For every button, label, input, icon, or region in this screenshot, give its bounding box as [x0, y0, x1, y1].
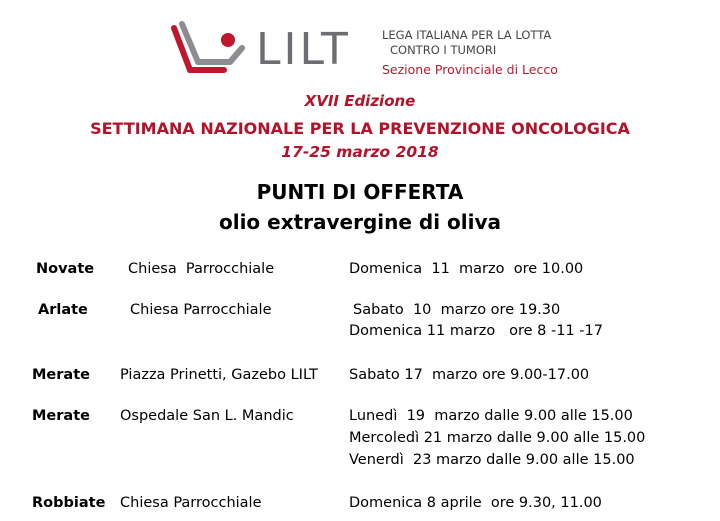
location-time: Sabato 17 marzo ore 9.00-17.00 — [349, 367, 590, 383]
logo-word: LILT — [256, 24, 351, 75]
location-time: Mercoledì 21 marzo dalle 9.00 alle 15.00 — [349, 430, 646, 446]
location-time: Domenica 8 aprile ore 9.30, 11.00 — [349, 495, 602, 511]
location-town: Merate — [32, 367, 90, 383]
location-town: Arlate — [38, 302, 88, 318]
location-time: Venerdì 23 marzo dalle 9.00 alle 15.00 — [349, 452, 635, 468]
lilt-logo-icon — [168, 18, 248, 82]
location-place: Chiesa Parrocchiale — [120, 495, 262, 511]
location-town: Robbiate — [32, 495, 106, 511]
lilt-logo — [168, 18, 568, 88]
org-name — [382, 28, 551, 58]
location-town: Novate — [36, 261, 95, 277]
org-name-line2: CONTRO I TUMORI — [390, 43, 497, 57]
location-place: Ospedale San L. Mandic — [120, 408, 294, 424]
location-time: Lunedì 19 marzo dalle 9.00 alle 15.00 — [349, 408, 633, 424]
location-time: Domenica 11 marzo ore 8 -11 -17 — [349, 323, 603, 339]
location-place: Chiesa Parrocchiale — [128, 261, 275, 277]
org-section: Sezione Provinciale di Lecco — [382, 62, 558, 77]
location-time: Domenica 11 marzo ore 10.00 — [349, 261, 584, 277]
org-name-line1: LEGA ITALIANA PER LA LOTTA — [382, 28, 552, 42]
location-town: Merate — [32, 408, 90, 424]
event-dates: 17-25 marzo 2018 — [281, 143, 439, 161]
event-title: SETTIMANA NAZIONALE PER LA PREVENZIONE ONCOLOGICA — [90, 119, 630, 138]
page-subtitle: olio extravergine di oliva — [218, 210, 502, 234]
edition-label: XVII Edizione — [304, 92, 416, 110]
location-place: Piazza Prinetti, Gazebo LILT — [120, 367, 318, 383]
location-time: Sabato 10 marzo ore 19.30 — [353, 302, 561, 318]
page-title: PUNTI DI OFFERTA — [256, 180, 464, 204]
location-place: Chiesa Parrocchiale — [130, 302, 272, 318]
